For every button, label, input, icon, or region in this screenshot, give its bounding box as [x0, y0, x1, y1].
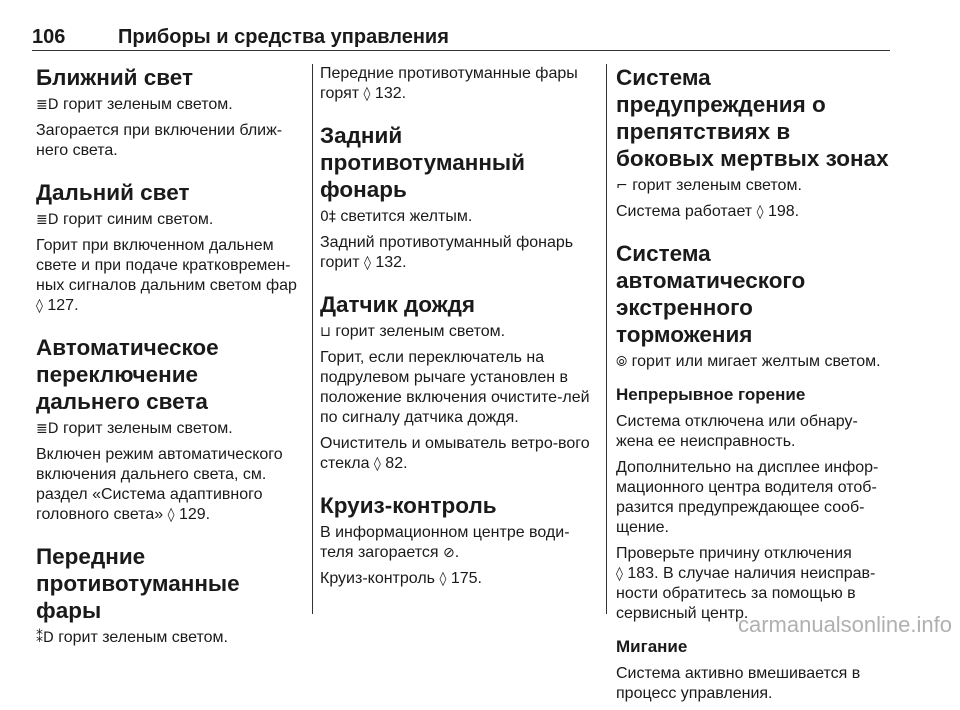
rain-sensor-text: Горит, если переключатель на подрулевом рычаге установлен в положение включения очистите-лей по сигналу датчика дождя. — [320, 349, 590, 426]
cruise-ref-text: Круиз-контроль ◊ 175. — [320, 570, 482, 587]
rain-sensor-icon: ⊔ — [320, 324, 331, 340]
steady-text-1: Система отключена или обнару-жена ее неисправность. — [616, 413, 858, 450]
page-ref: 132. — [375, 254, 407, 271]
high-beam-icon: ≣D — [36, 212, 59, 228]
page-number: 106 — [32, 26, 66, 48]
section-title-rain-sensor: Датчик дождя — [320, 292, 476, 317]
front-fog-text: Передние противотуманные фары горят ◊ 132. — [320, 65, 578, 102]
front-fog-icon: ⁑D — [36, 630, 54, 646]
collision-warning-icon: ⦾ — [616, 354, 628, 370]
low-beam-icon: ≣D — [36, 97, 59, 113]
column-1 — [36, 64, 308, 654]
blink-text: Система активно вмешивается в процесс управления. — [616, 665, 861, 702]
front-fog-status: ⁑D горит зеленым светом. — [36, 629, 228, 646]
blind-spot-icon: ⌐ — [616, 178, 628, 194]
auto-high-beam-icon: ≣D — [36, 421, 59, 437]
page-ref: 129. — [178, 506, 211, 523]
column-divider — [606, 64, 607, 614]
page-ref: 198. — [767, 203, 800, 220]
steady-text-2: Дополнительно на дисплее инфор-мационного центра водителя отоб-разится предупреждающее сооб-щение. — [616, 459, 879, 536]
section-title-rear-fog: Задний противотуманный фонарь — [320, 123, 525, 202]
aeb-status: ⦾ горит или мигает желтым светом. — [616, 353, 881, 370]
high-beam-status: ≣D горит синим светом. — [36, 211, 214, 228]
page-ref-icon: ◊ — [167, 507, 175, 523]
page-ref: 175. — [450, 570, 482, 587]
rear-fog-status: 0‡ светится желтым. — [320, 208, 473, 225]
blind-spot-text: Система работает ◊ 198. — [616, 203, 800, 220]
page-ref-icon: ◊ — [363, 86, 371, 102]
page-ref: 127. — [47, 297, 79, 314]
column-2 — [320, 64, 598, 595]
high-beam-text: Горит при включенном дальнем свете и при подаче кратковремен-ных сигналов дальним светом фар ◊ 127. — [36, 237, 297, 314]
blind-spot-status: ⌐ горит зеленым светом. — [616, 177, 802, 194]
cruise-text: В информационном центре води-теля загорается ⊘. — [320, 524, 570, 561]
page-title: Приборы и средства управления — [118, 26, 449, 48]
page-ref: 183. — [627, 565, 659, 582]
page-ref: 82. — [385, 455, 408, 472]
section-title-aeb: Система автоматического экстренного торможения — [616, 241, 806, 347]
low-beam-text: Загорается при включении ближ- него света. — [36, 122, 283, 159]
page-ref-icon: ◊ — [616, 566, 623, 582]
auto-high-beam-text: Включен режим автоматического включения дальнего света, см. раздел «Система адаптивного головного света» ◊ 129. — [36, 446, 283, 523]
subsection-steady: Непрерывное горение — [616, 385, 806, 404]
watermark: carmanualsonline.info — [737, 612, 952, 637]
rain-sensor-status: ⊔ горит зеленым светом. — [320, 323, 506, 340]
low-beam-status: ≣D горит зеленым светом. — [36, 96, 233, 113]
page-ref-icon: ◊ — [439, 571, 447, 587]
page-ref-icon: ◊ — [36, 298, 43, 314]
section-title-high-beam: Дальний свет — [36, 180, 190, 205]
auto-high-beam-status: ≣D горит зеленым светом. — [36, 420, 233, 437]
section-title-front-fog: Передние противотуманные фары — [36, 544, 240, 623]
cruise-control-icon: ⊘ — [443, 545, 455, 561]
section-title-blind-spot: Система предупреждения о препятствиях в боковых мертвых зонах — [616, 65, 889, 171]
page-header — [32, 24, 890, 51]
wiper-ref-text: Очиститель и омыватель ветро-вого стекла ◊ 82. — [320, 435, 590, 472]
page-ref-icon: ◊ — [756, 204, 764, 220]
subsection-blink: Мигание — [616, 637, 688, 656]
column-divider — [312, 64, 313, 614]
rear-fog-icon: 0‡ — [320, 209, 336, 225]
steady-text-3: Проверьте причину отключения ◊ 183. В случае наличия неисправ-ности обратитесь за помощью в сервисный центр. — [616, 545, 876, 622]
page-ref-icon: ◊ — [364, 255, 371, 271]
section-title-low-beam: Ближний свет — [36, 65, 194, 90]
page-ref-icon: ◊ — [373, 456, 381, 472]
section-title-cruise: Круиз-контроль — [320, 493, 497, 518]
section-title-auto-high-beam: Автоматическое переключение дальнего света — [36, 335, 219, 414]
page-ref: 132. — [374, 85, 407, 102]
rear-fog-text: Задний противотуманный фонарь горит ◊ 132. — [320, 234, 574, 271]
